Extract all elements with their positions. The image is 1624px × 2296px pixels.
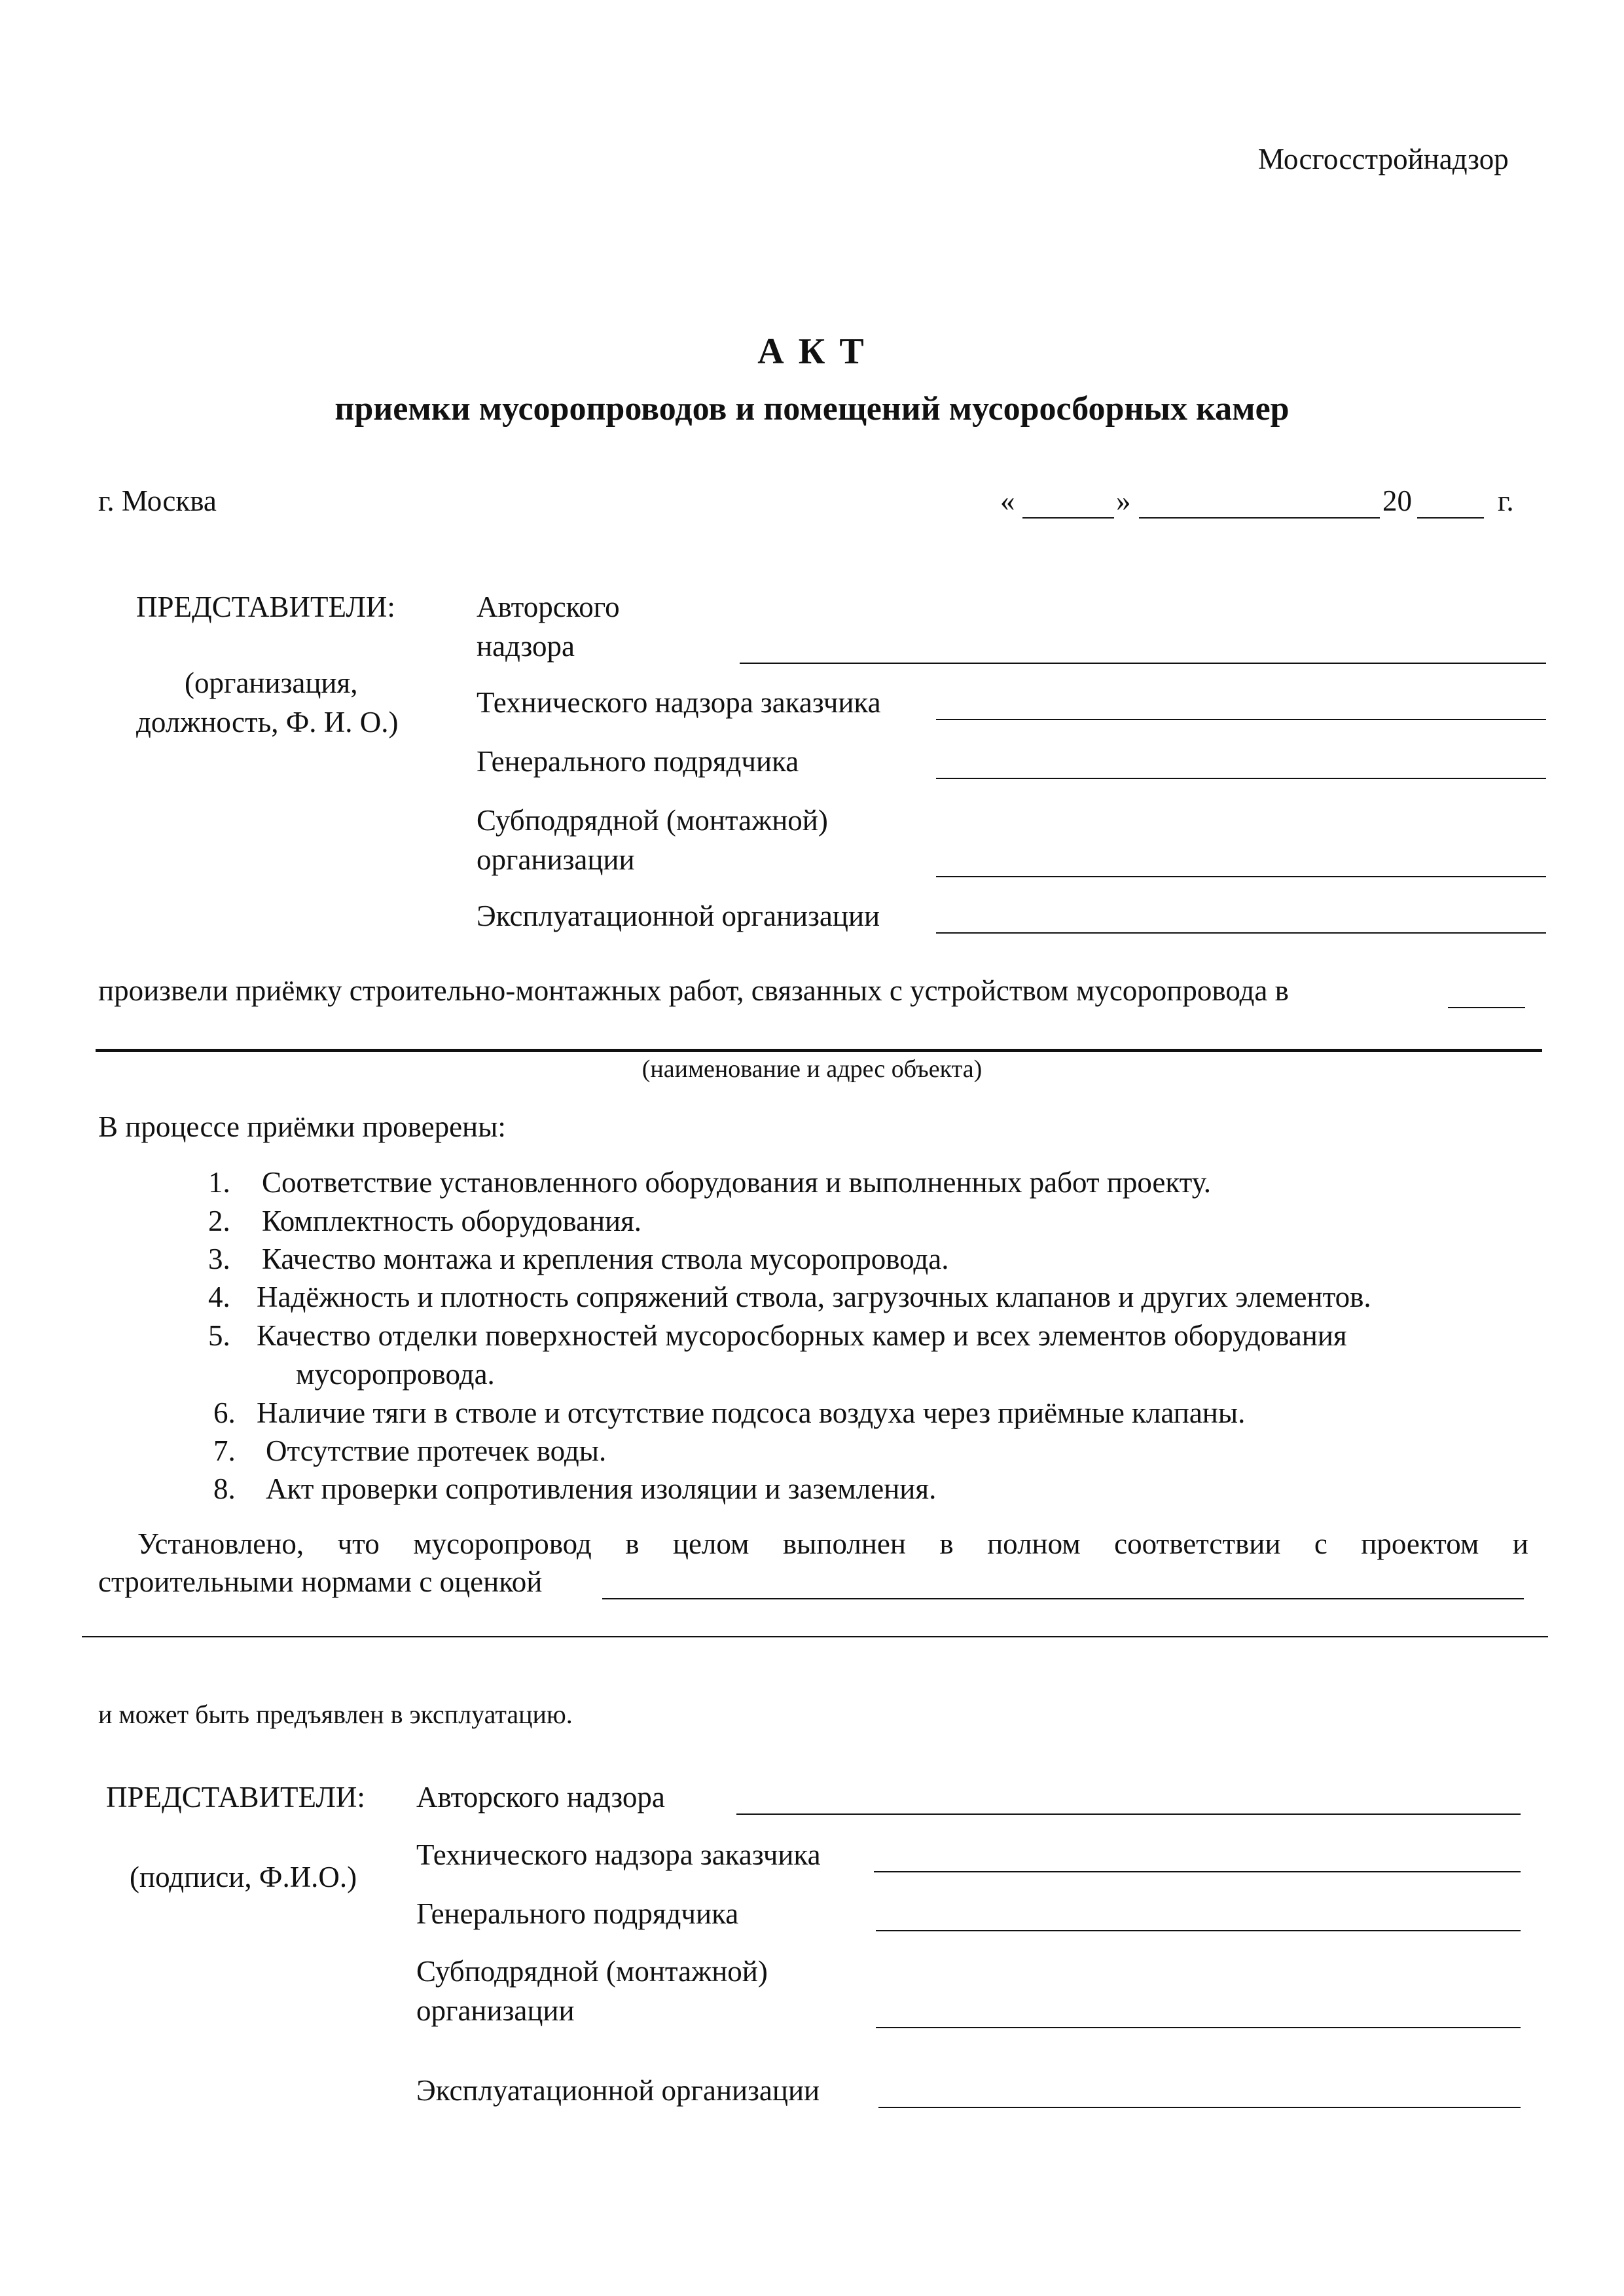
document-subtitle: приемки мусоропроводов и помещений мусоросборных камер bbox=[334, 390, 1290, 428]
sig-operations-label: Эксплуатационной организации bbox=[416, 2074, 820, 2107]
signatures-note: (подписи, Ф.И.О.) bbox=[130, 1861, 357, 1893]
object-name-field[interactable] bbox=[96, 1049, 1542, 1052]
rep-general-field[interactable] bbox=[936, 778, 1546, 779]
list-item-text: Комплектность оборудования. bbox=[262, 1205, 642, 1237]
conclusion-word: с bbox=[1314, 1527, 1327, 1560]
date-quote-open: « bbox=[1000, 484, 1015, 517]
acceptance-text: произвели приёмку строительно-монтажных работ, связанных с устройством мусоропровода в bbox=[98, 974, 1289, 1007]
list-item-text: Соответствие установленного оборудования и выполненных работ проекту. bbox=[262, 1166, 1211, 1199]
conclusion-word: целом bbox=[672, 1527, 749, 1560]
city: г. Москва bbox=[98, 484, 217, 517]
list-item-text-continued: мусоропровода. bbox=[296, 1358, 495, 1391]
conclusion-word: в bbox=[939, 1527, 954, 1560]
rep-author-line1: Авторского bbox=[477, 591, 620, 623]
date-day-field[interactable] bbox=[1022, 517, 1114, 519]
list-item-text: Качество монтажа и крепления ствола мусоропровода. bbox=[262, 1243, 949, 1275]
conclusion-word: полном bbox=[987, 1527, 1081, 1560]
rep-general-label: Генерального подрядчика bbox=[477, 745, 799, 778]
conclusion-word: что bbox=[337, 1527, 380, 1560]
rep-operations-field[interactable] bbox=[936, 932, 1546, 934]
document-title: А К Т bbox=[757, 331, 867, 372]
sig-author-field[interactable] bbox=[736, 1813, 1521, 1815]
conclusion-word: проектом bbox=[1361, 1527, 1479, 1560]
rep-subcontractor-line2: организации bbox=[477, 843, 635, 876]
rep-subcontractor-line1: Субподрядной (монтажной) bbox=[477, 804, 828, 837]
agency-name: Мосгосстройнадзор bbox=[1258, 143, 1509, 175]
sig-subcontractor-line1: Субподрядной (монтажной) bbox=[416, 1955, 768, 1988]
date-year-field[interactable] bbox=[1417, 517, 1484, 519]
rep-technical-label: Технического надзора заказчика bbox=[477, 686, 881, 719]
sig-author-label: Авторского надзора bbox=[416, 1781, 665, 1813]
list-item-text: Надёжность и плотность сопряжений ствола, загрузочных клапанов и других элементов. bbox=[257, 1281, 1371, 1313]
conclusion-final: и может быть предъявлен в эксплуатацию. bbox=[98, 1700, 573, 1729]
sig-operations-field[interactable] bbox=[878, 2107, 1521, 2108]
sig-technical-label: Технического надзора заказчика bbox=[416, 1838, 821, 1871]
list-item-number: 2. bbox=[208, 1205, 230, 1237]
list-item-number: 6. bbox=[213, 1396, 236, 1429]
conclusion-line2: строительными нормами с оценкой bbox=[98, 1565, 543, 1598]
list-item-text: Наличие тяги в стволе и отсутствие подсоса воздуха через приёмные клапаны. bbox=[257, 1396, 1246, 1429]
conclusion-word: мусоропровод bbox=[413, 1527, 592, 1560]
assessment-field[interactable] bbox=[602, 1598, 1524, 1599]
rep-author-line2: надзора bbox=[477, 630, 575, 663]
list-item-number: 1. bbox=[208, 1166, 230, 1199]
conclusion-word: выполнен bbox=[782, 1527, 906, 1560]
sig-general-field[interactable] bbox=[876, 1930, 1521, 1931]
list-item-number: 5. bbox=[208, 1319, 230, 1352]
rep-subcontractor-field[interactable] bbox=[936, 876, 1546, 877]
checked-intro: В процессе приёмки проверены: bbox=[98, 1110, 506, 1143]
date-century: 20 bbox=[1382, 484, 1412, 517]
list-item-number: 4. bbox=[208, 1281, 230, 1313]
representatives-note-line2: должность, Ф. И. О.) bbox=[136, 706, 399, 738]
rep-author-field[interactable] bbox=[740, 663, 1546, 664]
date-month-field[interactable] bbox=[1139, 517, 1380, 519]
sig-subcontractor-field[interactable] bbox=[876, 2027, 1521, 2028]
list-item-text: Качество отделки поверхностей мусоросборных камер и всех элементов оборудования bbox=[257, 1319, 1347, 1352]
assessment-continuation-field[interactable] bbox=[82, 1636, 1548, 1637]
rep-operations-label: Эксплуатационной организации bbox=[477, 900, 880, 932]
sig-subcontractor-line2: организации bbox=[416, 1994, 575, 2027]
conclusion-word: Установлено, bbox=[137, 1527, 304, 1560]
list-item-number: 7. bbox=[213, 1434, 236, 1467]
sig-general-label: Генерального подрядчика bbox=[416, 1897, 739, 1930]
conclusion-word: соответствии bbox=[1114, 1527, 1281, 1560]
list-item-number: 3. bbox=[208, 1243, 230, 1275]
signatures-label: ПРЕДСТАВИТЕЛИ: bbox=[106, 1781, 365, 1813]
object-caption: (наименование и адрес объекта) bbox=[641, 1055, 983, 1083]
conclusion-word: в bbox=[625, 1527, 640, 1560]
representatives-note-line1: (организация, bbox=[185, 666, 358, 699]
list-item-text: Акт проверки сопротивления изоляции и заземления. bbox=[266, 1472, 937, 1505]
rep-technical-field[interactable] bbox=[936, 719, 1546, 720]
acceptance-tail-field[interactable] bbox=[1448, 1007, 1525, 1008]
list-item-number: 8. bbox=[213, 1472, 236, 1505]
sig-technical-field[interactable] bbox=[874, 1871, 1521, 1872]
conclusion-line1 bbox=[137, 1527, 1528, 1561]
list-item-text: Отсутствие протечек воды. bbox=[266, 1434, 607, 1467]
date-quote-close: » bbox=[1116, 484, 1131, 517]
conclusion-word: и bbox=[1512, 1527, 1528, 1560]
representatives-label: ПРЕДСТАВИТЕЛИ: bbox=[136, 591, 395, 623]
date-year-suffix: г. bbox=[1498, 484, 1514, 517]
